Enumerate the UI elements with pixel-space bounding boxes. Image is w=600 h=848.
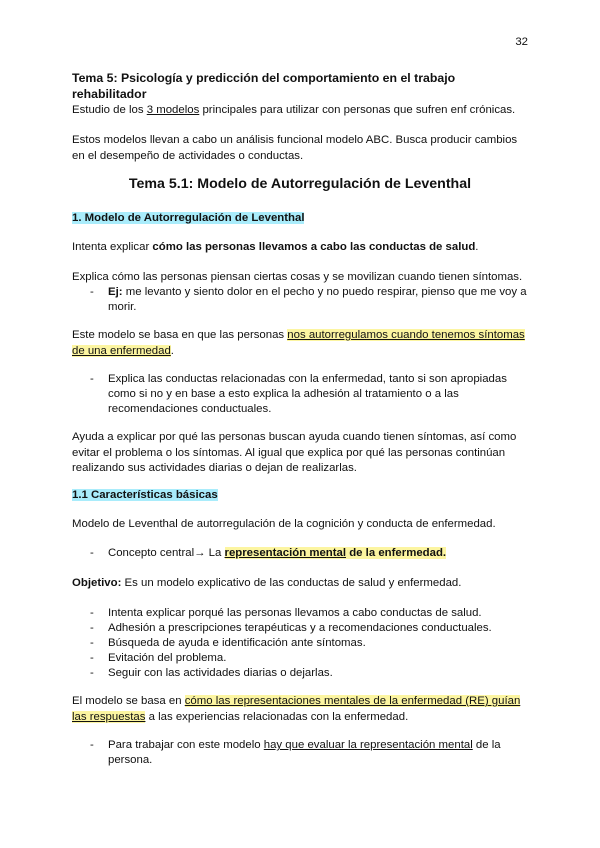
list-item: - Seguir con las actividades diarias o dejarlas. <box>72 666 528 681</box>
s1-p3-a: Este modelo se basa en que las personas <box>72 329 288 341</box>
list-item: - Búsqueda de ayuda e identificación ante síntomas. <box>72 636 528 651</box>
s1-example-item <box>72 285 528 315</box>
s11-last-b: de la persona. <box>108 739 501 766</box>
s11-objective-label: Objetivo: <box>72 577 122 589</box>
s1-paragraph-4: Ayuda a explicar por qué las personas buscan ayuda cuando tienen síntomas, así como evitar el problema o los síntomas. Al igual que explica por qué las personas continúan realizando sus actividades diarias o dejan de realizarlas. <box>72 431 517 474</box>
section-1-heading <box>72 211 528 227</box>
section-1-1-heading-text: 1.1 Características básicas <box>72 489 218 501</box>
s1-p3-b: . <box>170 344 174 357</box>
s1-p1-c: . <box>475 241 479 253</box>
s1-p1-a: Intenta explicar <box>72 241 153 253</box>
s11-last-item <box>72 738 528 768</box>
s11-last-underlined: hay que evaluar la representación mental <box>263 739 473 751</box>
intro-paragraph-1 <box>72 103 528 119</box>
s1-example-list <box>72 285 528 315</box>
intro-p1-text-b: principales para utilizar con personas que sufren enf crónicas. <box>199 104 516 116</box>
s1-paragraph-1 <box>72 240 528 256</box>
s11-p2-highlight: cómo las representaciones mentales de la enfermedad (RE) guían las respuestas <box>72 695 521 723</box>
list-item: - Adhesión a prescripciones terapéuticas y a recomendaciones conductuales. <box>72 621 528 636</box>
section-title: Tema 5.1: Modelo de Autorregulación de Leventhal <box>128 176 472 192</box>
s1-paragraph-2: Explica cómo las personas piensan ciertas cosas y se movilizan cuando tienen síntomas. <box>72 271 523 283</box>
s1-bullet-item: - Explica las conductas relacionadas con la enfermedad, tanto si son apropiadas como si no y en base a esto explica la adhesión al tratamiento o a las recomendaciones conductuales. <box>72 372 528 417</box>
s11-p2-b: a las experiencias relacionadas con la enfermedad. <box>145 710 409 723</box>
s1-example-text: me levanto y siento dolor en el pecho y no puedo respirar, pienso que me voy a morir. <box>108 286 527 313</box>
s11-concept-list <box>72 546 528 561</box>
page-number: 32 <box>515 36 528 48</box>
list-item: - Intenta explicar porqué las personas llevamos a cabo conductas de salud. <box>72 606 528 621</box>
s11-paragraph-1: Modelo de Leventhal de autorregulación de la cognición y conducta de enfermedad. <box>72 518 496 530</box>
intro-p1-text-a: Estudio de los <box>72 104 147 116</box>
s11-concept-a: Concepto central→ La <box>108 547 225 559</box>
s1-p3-highlight: nos autorregulamos cuando tenemos síntomas de una enfermedad <box>72 329 525 357</box>
document-title: Tema 5: Psicología y predicción del comportamiento en el trabajo rehabilitador <box>72 71 456 101</box>
section-1-1-heading <box>72 488 528 504</box>
section-1-heading-text: 1. Modelo de Autorregulación de Leventhal <box>72 212 305 224</box>
s11-concept-highlight: de la enfermedad. <box>346 547 447 559</box>
s1-bullet-list <box>72 372 528 417</box>
s11-last-list <box>72 738 528 768</box>
s11-paragraph-2 <box>72 694 528 725</box>
intro-paragraph-2: Estos modelos llevan a cabo un análisis funcional modelo ABC. Busca producir cambios en el desempeño de actividades o conductas. <box>72 134 518 162</box>
s11-objective <box>72 576 528 592</box>
list-item: - Evitación del problema. <box>72 651 528 666</box>
intro-p1-underlined: 3 modelos <box>146 104 200 116</box>
s11-objective-text: Es un modelo explicativo de las conductas de salud y enfermedad. <box>121 577 462 589</box>
s11-p2-a: El modelo se basa en <box>72 695 185 707</box>
s11-items-list <box>72 606 528 681</box>
s11-concept-item <box>72 546 528 561</box>
s1-p1-bold: cómo las personas llevamos a cabo las conductas de salud <box>152 241 476 253</box>
s11-concept-highlight-underlined: representación mental <box>224 547 347 559</box>
s1-example-label: Ej: <box>108 286 123 298</box>
s11-last-a: Para trabajar con este modelo <box>108 739 264 751</box>
s1-paragraph-3 <box>72 328 528 359</box>
